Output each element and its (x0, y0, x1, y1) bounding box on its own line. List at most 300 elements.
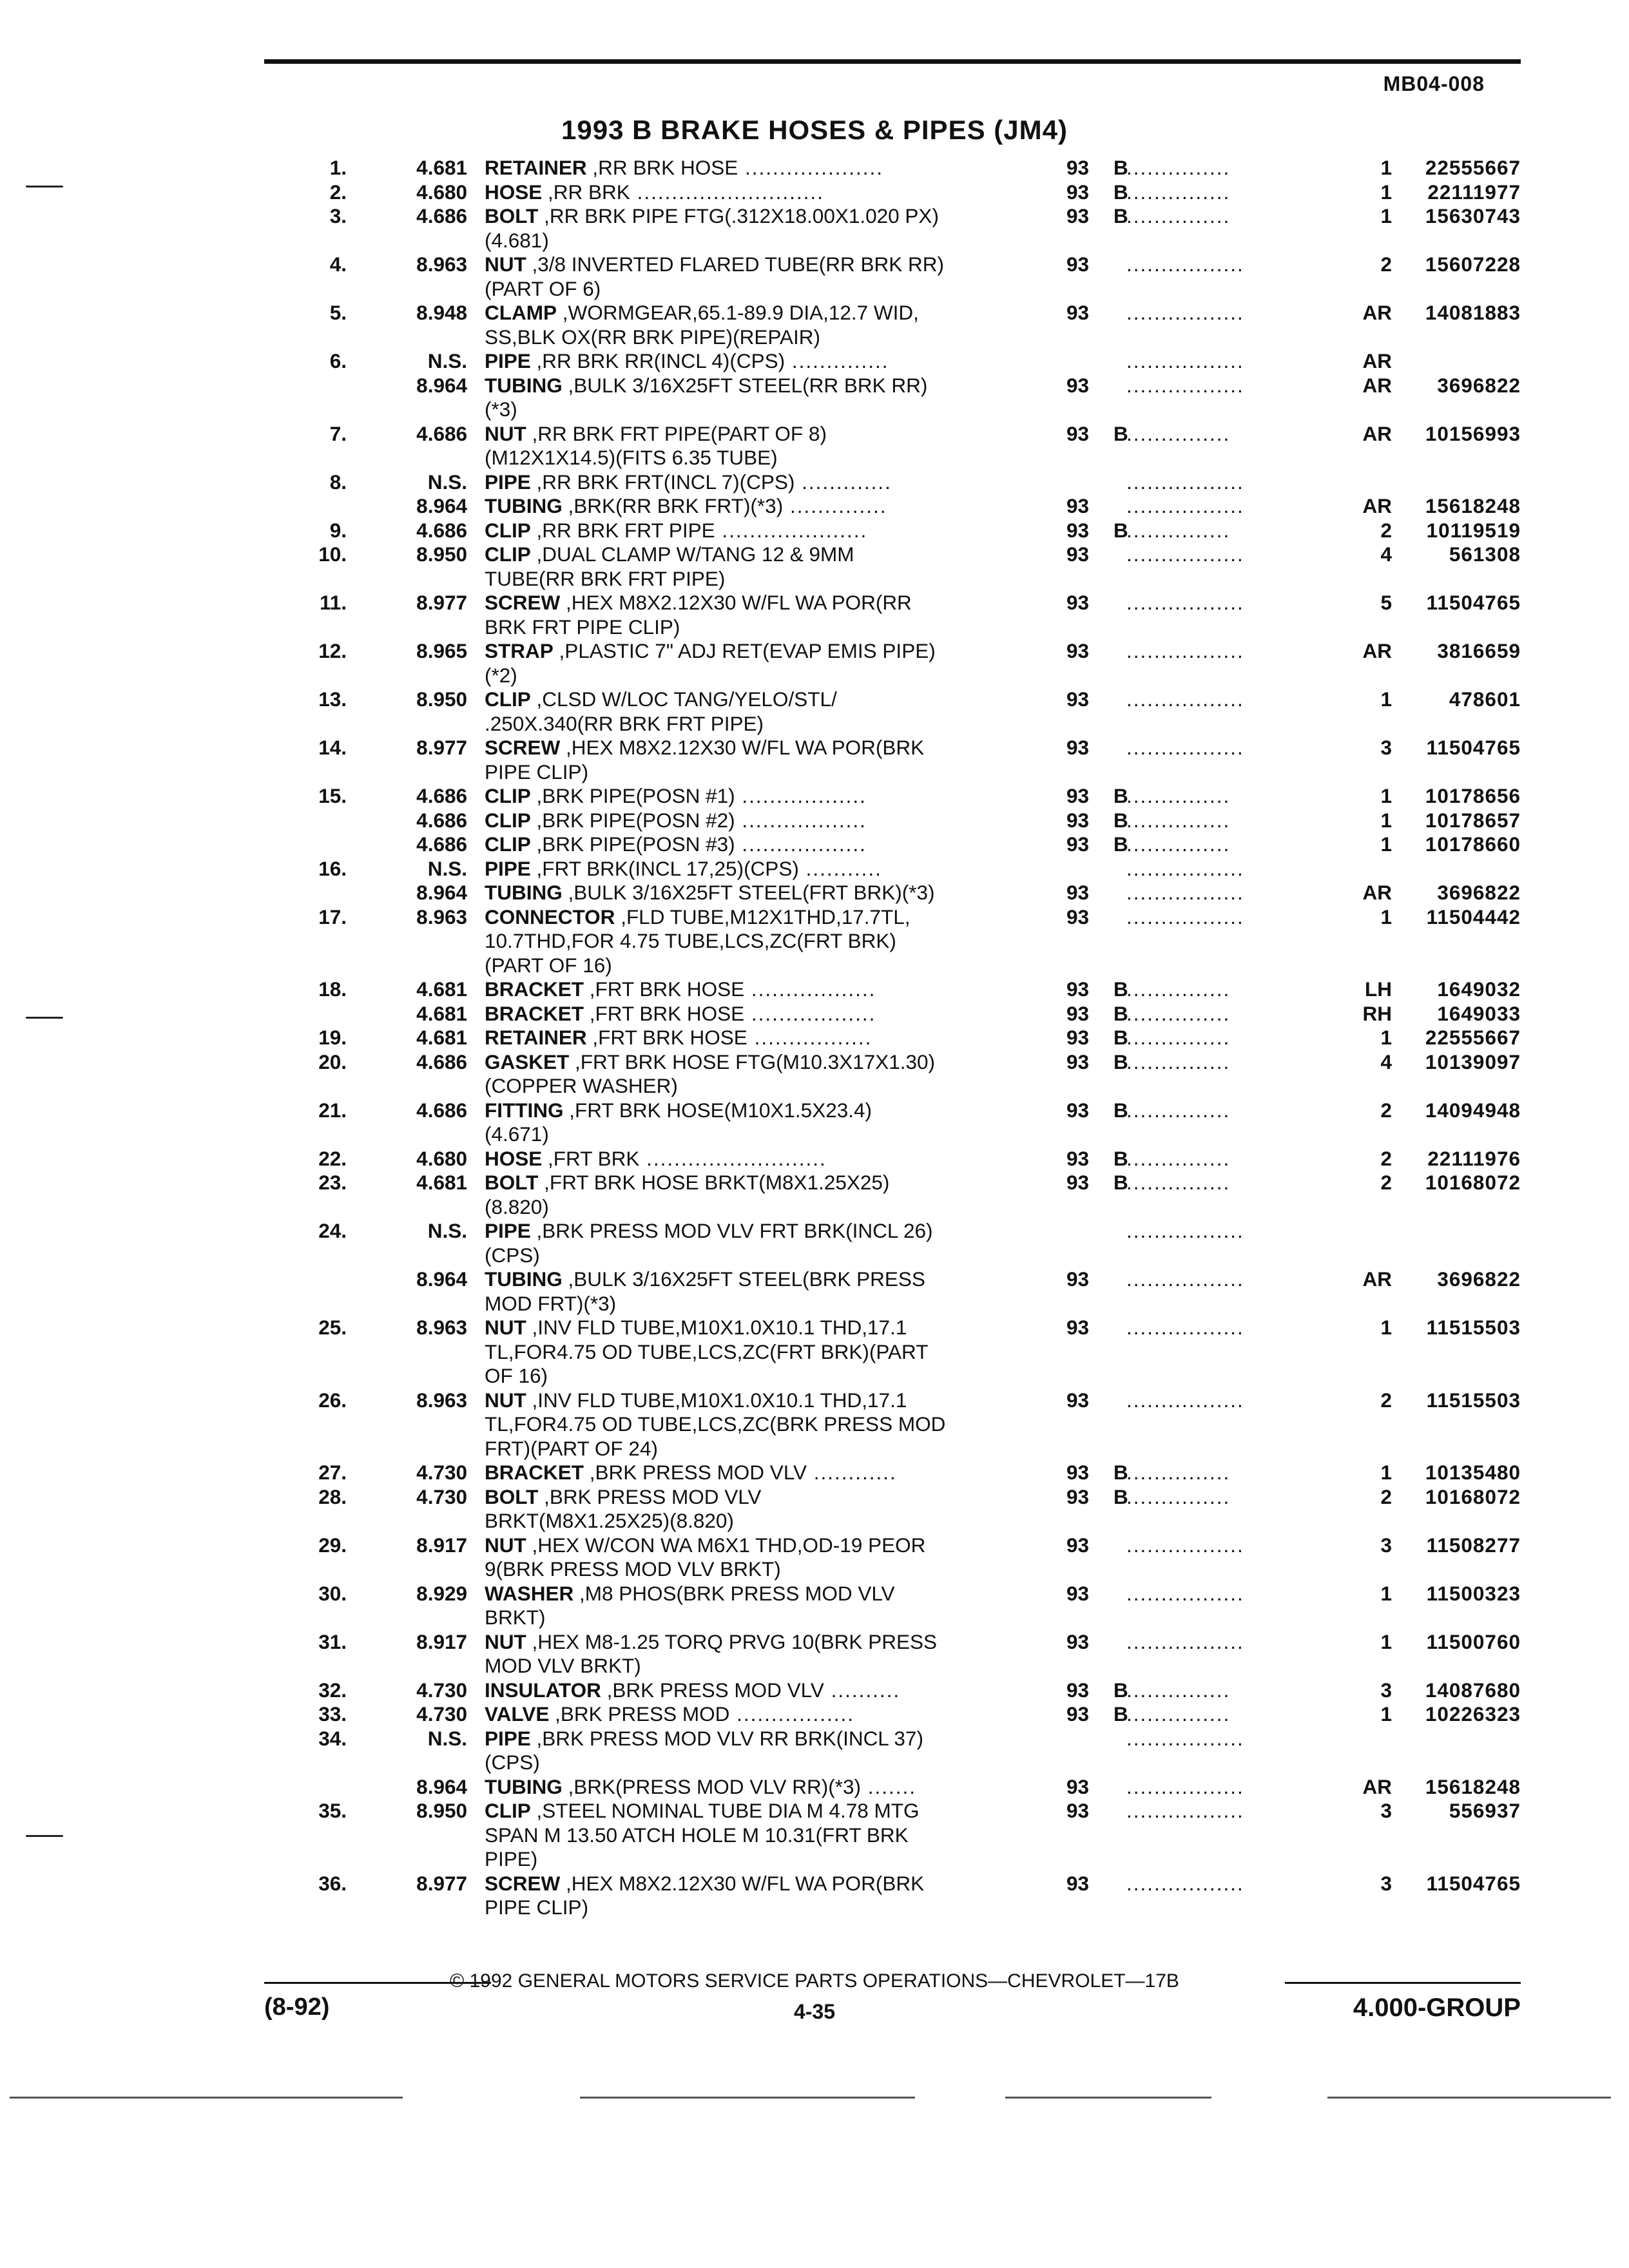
part-description-continued: MOD VLV BRKT) (485, 1654, 641, 1677)
group-number: 8.964 (416, 1267, 467, 1291)
part-number: 10178660 (1425, 832, 1521, 856)
part-name: NUT (485, 1388, 526, 1412)
part-number: 22555667 (1425, 156, 1521, 179)
part-row (0, 1002, 1629, 1026)
part-entry (0, 1461, 1629, 1485)
part-name: STRAP (485, 639, 554, 662)
part-name: TUBING (485, 881, 563, 904)
group-number: N.S. (427, 470, 467, 494)
dot-leader: ................. (1126, 1219, 1244, 1242)
item-number: 20. (318, 1050, 347, 1073)
part-description (485, 1267, 925, 1292)
dot-leader: .................... (738, 156, 884, 179)
doc-code: MB04-008 (1383, 72, 1485, 95)
part-row (0, 422, 1629, 447)
part-name: PIPE (485, 1726, 531, 1750)
part-description (485, 349, 889, 374)
part-name: BRACKET (485, 1461, 584, 1484)
group-number: 8.929 (416, 1581, 467, 1605)
part-description-continued: BRK FRT PIPE CLIP) (485, 615, 680, 639)
part-description-continued: SPAN M 13.50 ATCH HOLE M 10.31(FRT BRK (485, 1823, 909, 1847)
part-name: CLIP (485, 784, 531, 807)
part-entry (0, 832, 1629, 857)
continuation-row (0, 1074, 1629, 1099)
part-description (485, 494, 887, 519)
model-year: 93 (1066, 808, 1090, 832)
part-spec: ,BRK PRESS MOD VLV (584, 1461, 807, 1484)
item-number: 22. (318, 1146, 347, 1170)
part-number: 10139097 (1425, 1050, 1521, 1073)
part-entry (0, 1147, 1629, 1171)
part-row (0, 1582, 1629, 1606)
page-number: 4-35 (793, 2000, 836, 2023)
part-entry (0, 639, 1629, 687)
part-spec: ,FRT BRK HOSE (584, 1001, 745, 1025)
part-spec: ,BRK(PRESS MOD VLV RR)(*3) (562, 1774, 861, 1798)
item-number: 3. (329, 204, 347, 227)
series-code: B (1113, 977, 1128, 1001)
part-description (485, 687, 837, 712)
part-spec: ,BRK PRESS MOD VLV RR BRK(INCL 37) (530, 1726, 923, 1750)
dot-leader: ................. (1126, 543, 1244, 566)
dot-leader: ............... (1126, 1485, 1231, 1508)
dot-leader: ........... (798, 856, 882, 880)
part-description-continued: .250X.340(RR BRK FRT PIPE) (485, 711, 764, 735)
part-description-continued: OF 16) (485, 1364, 548, 1387)
group-number: 8.950 (416, 543, 467, 566)
series-code: B (1113, 1702, 1128, 1725)
part-name: CLIP (485, 543, 531, 566)
part-number: 15607228 (1425, 253, 1521, 276)
part-description-continued: TL,FOR4.75 OD TUBE,LCS,ZC(BRK PRESS MOD (485, 1412, 946, 1436)
quantity: 3 (1380, 1871, 1392, 1895)
item-number: 6. (329, 349, 347, 372)
continuation-row (0, 446, 1629, 470)
dot-leader: ............ (807, 1461, 897, 1484)
part-spec: ,BRK PRESS MOD (549, 1702, 730, 1725)
part-description (485, 857, 882, 881)
part-description (485, 1485, 761, 1510)
part-row (0, 1026, 1629, 1050)
group-number: 8.917 (416, 1533, 467, 1557)
item-number: 15. (318, 784, 347, 807)
part-entry (0, 809, 1629, 833)
quantity: AR (1362, 373, 1392, 397)
group-number: N.S. (427, 1219, 467, 1242)
item-number: 2. (329, 180, 347, 204)
part-spec: ,BRK PRESS MOD VLV (601, 1678, 824, 1702)
group-number: 8.964 (416, 1774, 467, 1798)
continuation-row (0, 760, 1629, 785)
quantity: 2 (1380, 1388, 1392, 1412)
part-description (485, 832, 867, 857)
part-spec: ,3/8 INVERTED FLARED TUBE(RR BRK RR) (526, 253, 944, 276)
group-number: 4.686 (416, 518, 467, 542)
item-number: 19. (318, 1026, 347, 1049)
series-code: B (1113, 1146, 1128, 1170)
part-row (0, 1099, 1629, 1123)
item-number: 29. (318, 1533, 347, 1557)
series-code: B (1113, 784, 1128, 807)
part-spec: ,DUAL CLAMP W/TANG 12 & 9MM (530, 543, 854, 566)
model-year: 93 (1066, 905, 1090, 928)
part-number: 11500323 (1426, 1581, 1521, 1605)
part-number: 10178657 (1425, 808, 1521, 832)
part-entry (0, 301, 1629, 349)
quantity: AR (1362, 881, 1392, 904)
part-spec: ,RR BRK PIPE FTG(.312X18.00X1.020 PX) (538, 204, 939, 227)
part-row (0, 736, 1629, 760)
part-spec: ,HEX M8-1.25 TORQ PRVG 10(BRK PRESS (526, 1629, 937, 1653)
part-row (0, 1485, 1629, 1510)
part-entry (0, 1219, 1629, 1267)
part-row (0, 253, 1629, 277)
part-row (0, 349, 1629, 374)
dot-leader: ................. (1126, 1774, 1244, 1798)
part-row (0, 905, 1629, 930)
dot-leader: ............... (1126, 1026, 1231, 1049)
part-name: RETAINER (485, 156, 587, 179)
quantity: 1 (1380, 1316, 1392, 1339)
model-year: 93 (1066, 253, 1090, 276)
group-number: 4.730 (416, 1485, 467, 1508)
part-spec: ,HEX M8X2.12X30 W/FL WA POR(BRK (560, 736, 925, 759)
part-entry (0, 253, 1629, 301)
part-name: BOLT (485, 1485, 539, 1508)
item-number: 31. (318, 1629, 347, 1653)
group-number: 4.680 (416, 180, 467, 204)
item-number: 36. (318, 1871, 347, 1895)
model-year: 93 (1066, 784, 1090, 807)
part-number: 10156993 (1425, 421, 1521, 445)
dot-leader: .............. (785, 349, 889, 372)
part-description (485, 736, 924, 760)
part-spec: ,CLSD W/LOC TANG/YELO/STL/ (530, 687, 837, 711)
part-description-continued: (4.671) (485, 1122, 549, 1146)
continuation-row (0, 229, 1629, 253)
part-spec: ,RR BRK HOSE (586, 156, 738, 179)
quantity: AR (1362, 301, 1392, 324)
part-number: 11504442 (1426, 905, 1521, 928)
part-name: FITTING (485, 1098, 564, 1122)
model-year: 93 (1066, 1001, 1090, 1025)
series-code: B (1113, 832, 1128, 856)
part-entry (0, 519, 1629, 543)
part-name: PIPE (485, 349, 531, 372)
continuation-row (0, 1509, 1629, 1533)
item-number: 14. (318, 736, 347, 759)
dot-leader: ................. (1126, 591, 1244, 614)
item-number: 10. (318, 543, 347, 566)
series-code: B (1113, 808, 1128, 832)
part-number: 10226323 (1425, 1702, 1521, 1725)
part-entry (0, 736, 1629, 784)
part-name: NUT (485, 253, 526, 276)
part-spec: ,HEX M8X2.12X30 W/FL WA POR(RR (560, 591, 912, 614)
part-row (0, 1147, 1629, 1171)
part-row (0, 1872, 1629, 1896)
quantity: AR (1362, 639, 1392, 662)
quantity: 2 (1380, 1485, 1392, 1508)
model-year: 93 (1066, 1171, 1090, 1194)
part-description (485, 253, 944, 277)
part-description-continued: SS,BLK OX(RR BRK PIPE)(REPAIR) (485, 325, 821, 349)
part-entry (0, 784, 1629, 809)
part-description-continued: FRT)(PART OF 24) (485, 1436, 658, 1460)
part-row (0, 857, 1629, 881)
parts-list (0, 156, 1629, 1920)
part-description (485, 1099, 872, 1123)
part-name: NUT (485, 421, 526, 445)
model-year: 93 (1066, 1678, 1090, 1702)
part-entry (0, 374, 1629, 422)
quantity: AR (1362, 1774, 1392, 1798)
dot-leader: ............... (1126, 421, 1231, 445)
part-description-continued: BRKT) (485, 1606, 546, 1629)
model-year: 93 (1066, 1316, 1090, 1339)
part-spec: ,PLASTIC 7" ADJ RET(EVAP EMIS PIPE) (553, 639, 936, 662)
part-entry (0, 494, 1629, 519)
item-number: 8. (329, 470, 347, 494)
part-name: CLIP (485, 687, 531, 711)
part-entry (0, 591, 1629, 639)
part-description (485, 1050, 935, 1075)
part-name: CLIP (485, 832, 531, 856)
item-number: 16. (318, 856, 347, 880)
series-code: B (1113, 421, 1128, 445)
dot-leader: ............... (1126, 832, 1231, 856)
quantity: 4 (1380, 1050, 1392, 1073)
part-name: PIPE (485, 856, 531, 880)
group-number: 8.948 (416, 301, 467, 324)
quantity: 1 (1380, 1702, 1392, 1725)
item-number: 26. (318, 1388, 347, 1412)
continuation-row (0, 1340, 1629, 1365)
part-description (485, 1872, 924, 1896)
part-spec: ,FRT BRK HOSE (584, 977, 745, 1001)
continuation-row (0, 1847, 1629, 1872)
part-description (485, 1775, 916, 1800)
part-description (485, 543, 854, 567)
part-entry (0, 1582, 1629, 1630)
item-number: 33. (318, 1702, 347, 1725)
dot-leader: .................. (735, 784, 867, 807)
model-year: 93 (1066, 494, 1090, 517)
part-row (0, 1799, 1629, 1823)
model-year: 93 (1066, 1774, 1090, 1798)
dot-leader: ................. (1126, 1267, 1244, 1291)
part-description-continued: TL,FOR4.75 OD TUBE,LCS,ZC(FRT BRK)(PART (485, 1340, 929, 1363)
part-entry (0, 1872, 1629, 1920)
part-entry (0, 1050, 1629, 1099)
part-description (485, 422, 827, 447)
part-description (485, 204, 939, 229)
part-description-continued: 9(BRK PRESS MOD VLV BRKT) (485, 1557, 781, 1581)
part-description (485, 374, 927, 398)
quantity: 3 (1380, 1799, 1392, 1822)
part-description (485, 1002, 876, 1026)
group-number: 8.963 (416, 253, 467, 276)
part-description-continued: 10.7THD,FOR 4.75 TUBE,LCS,ZC(FRT BRK) (485, 929, 896, 952)
dot-leader: ................. (1126, 881, 1244, 904)
continuation-row (0, 398, 1629, 422)
part-spec: ,INV FLD TUBE,M10X1.0X10.1 THD,17.1 (526, 1388, 907, 1412)
part-name: BRACKET (485, 977, 584, 1001)
item-number: 30. (318, 1581, 347, 1605)
part-description-continued: TUBE(RR BRK FRT PIPE) (485, 566, 726, 590)
part-description-continued: MOD FRT)(*3) (485, 1291, 617, 1315)
series-code: B (1113, 1461, 1128, 1484)
model-year: 93 (1066, 881, 1090, 904)
model-year: 93 (1066, 1026, 1090, 1049)
dot-leader: ............... (1126, 977, 1231, 1001)
dot-leader: ............... (1126, 1098, 1231, 1122)
part-description-continued: PIPE CLIP) (485, 1896, 589, 1919)
item-number: 12. (318, 639, 347, 662)
part-row (0, 156, 1629, 180)
part-entry (0, 1171, 1629, 1219)
part-description (485, 1461, 897, 1485)
model-year: 93 (1066, 373, 1090, 397)
continuation-row (0, 954, 1629, 978)
continuation-row (0, 1195, 1629, 1220)
part-spec: ,RR BRK FRT PIPE(PART OF 8) (526, 421, 827, 445)
part-entry (0, 1389, 1629, 1461)
part-name: CLIP (485, 1799, 531, 1822)
part-row (0, 1316, 1629, 1340)
group-number: 8.964 (416, 373, 467, 397)
item-number: 24. (318, 1219, 347, 1242)
part-description (485, 301, 919, 325)
continuation-row (0, 1364, 1629, 1389)
dot-leader: ............... (1126, 1050, 1231, 1073)
quantity: 1 (1380, 1629, 1392, 1653)
part-number: 556937 (1449, 1799, 1521, 1822)
part-row (0, 1533, 1629, 1558)
dot-leader: ................. (729, 1702, 854, 1725)
part-entry (0, 1799, 1629, 1872)
part-number: 1649033 (1437, 1001, 1521, 1025)
part-number: 11504765 (1426, 736, 1521, 759)
part-entry (0, 1485, 1629, 1533)
part-name: NUT (485, 1629, 526, 1653)
part-entry (0, 1678, 1629, 1703)
part-entry (0, 1267, 1629, 1316)
part-spec: ,BULK 3/16X25FT STEEL(FRT BRK)(*3) (562, 881, 935, 904)
group-number: 4.686 (416, 421, 467, 445)
part-row (0, 881, 1629, 905)
series-code: B (1113, 1485, 1128, 1508)
dot-leader: ................. (1126, 253, 1244, 276)
part-description-continued: (CPS) (485, 1243, 540, 1267)
item-number: 34. (318, 1726, 347, 1750)
dot-leader: ................. (747, 1026, 872, 1049)
dot-leader: ................. (1126, 1726, 1244, 1750)
part-row (0, 543, 1629, 567)
group-label: 4.000-GROUP (1353, 1994, 1521, 2022)
part-description (485, 905, 911, 930)
model-year: 93 (1066, 1267, 1090, 1291)
dot-leader: ................. (1126, 1871, 1244, 1895)
group-number: 4.681 (416, 1026, 467, 1049)
series-code: B (1113, 1026, 1128, 1049)
part-description-continued: (PART OF 16) (485, 953, 612, 977)
part-number: 10168072 (1425, 1485, 1521, 1508)
part-entry (0, 1630, 1629, 1678)
part-description-continued: PIPE) (485, 1847, 538, 1870)
part-description-continued: (4.681) (485, 228, 549, 252)
part-spec: ,STEEL NOMINAL TUBE DIA M 4.78 MTG (530, 1799, 920, 1822)
dot-leader: ............. (795, 470, 892, 494)
dot-leader: ................. (1126, 373, 1244, 397)
dot-leader: ................. (1126, 905, 1244, 928)
quantity: AR (1362, 421, 1392, 445)
series-code: B (1113, 1171, 1128, 1194)
quantity: 2 (1380, 1098, 1392, 1122)
quantity: 2 (1380, 253, 1392, 276)
item-number: 18. (318, 977, 347, 1001)
series-code: B (1113, 1678, 1128, 1702)
part-name: PIPE (485, 470, 531, 494)
dot-leader: .................. (735, 808, 867, 832)
continuation-row (0, 1823, 1629, 1848)
part-entry (0, 857, 1629, 881)
part-description-continued: (*2) (485, 663, 517, 687)
part-name: TUBING (485, 373, 563, 397)
quantity: 1 (1380, 156, 1392, 179)
item-number: 17. (318, 905, 347, 928)
part-number: 22111976 (1427, 1146, 1521, 1170)
quantity: 1 (1380, 180, 1392, 204)
model-year: 93 (1066, 301, 1090, 324)
model-year: 93 (1066, 687, 1090, 711)
part-description-continued: (COPPER WASHER) (485, 1074, 678, 1097)
model-year: 93 (1066, 1871, 1090, 1895)
part-spec: ,FLD TUBE,M12X1THD,17.7TL, (615, 905, 911, 928)
dot-leader: ............... (1126, 1171, 1231, 1194)
continuation-row (0, 1606, 1629, 1630)
part-entry (0, 881, 1629, 905)
dot-leader: ............... (1126, 1702, 1231, 1725)
dot-leader: ................. (1126, 1388, 1244, 1412)
model-year: 93 (1066, 1533, 1090, 1557)
part-spec: ,HEX W/CON WA M6X1 THD,OD-19 PEOR (526, 1533, 926, 1557)
part-description-continued: (CPS) (485, 1751, 540, 1774)
quantity: 1 (1380, 1461, 1392, 1484)
part-spec: ,BRK PIPE(POSN #1) (530, 784, 735, 807)
item-number: 9. (329, 518, 347, 542)
part-spec: ,BRK PRESS MOD VLV (538, 1485, 762, 1508)
series-code: B (1113, 156, 1128, 179)
model-year: 93 (1066, 543, 1090, 566)
part-name: CLIP (485, 518, 531, 542)
quantity: 1 (1380, 784, 1392, 807)
item-number: 21. (318, 1098, 347, 1122)
model-year: 93 (1066, 1461, 1090, 1484)
dot-leader: ........................... (630, 180, 824, 204)
part-number: 3696822 (1437, 373, 1521, 397)
part-description (485, 180, 824, 205)
part-row (0, 180, 1629, 205)
part-row (0, 1267, 1629, 1292)
continuation-row (0, 712, 1629, 736)
item-number: 11. (319, 591, 347, 614)
group-number: 8.977 (416, 1871, 467, 1895)
part-spec: ,BRK PIPE(POSN #2) (530, 808, 735, 832)
dot-leader: ................. (1126, 736, 1244, 759)
item-number: 25. (318, 1316, 347, 1339)
dot-leader: ................. (1126, 470, 1244, 494)
